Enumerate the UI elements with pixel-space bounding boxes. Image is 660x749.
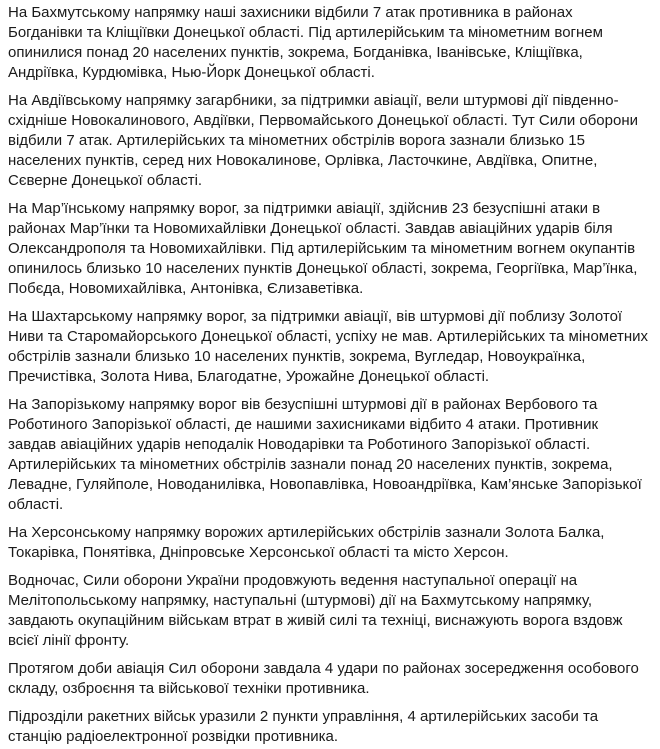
paragraph-kherson-direction: На Херсонському напрямку ворожих артилерійських обстрілів зазнали Золота Балка, Токарівка, Понятівка, Дніпровське Херсонської області та місто Херсон.: [8, 524, 605, 561]
paragraph-marinka-direction: На Мар’їнському напрямку ворог, за підтримки авіації, здійснив 23 безуспішні атаки в районах Мар’їнки та Новомихайлівки Донецької області. Завдав авіаційних ударів біля Олександрополя та Новомихайлівки. Під артилерійським та мінометним вогнем окупантів опинилось близько 10 населених пунктів Донецької області, зокрема, Георгіївка, Мар’їнка, Побєда, Новомихайлівка, Антонівка, Єлизаветівка.: [8, 200, 638, 297]
paragraph-avdiivka-direction: На Авдіївському напрямку загарбники, за підтримки авіації, вели штурмові дії південно-східніше Новокалинового, Авдіївки, Первомайського Донецької області. Тут Сили оборони відбили 7 атак. Артилерійських та мінометних обстрілів ворога зазнали близько 15 населених пунктів, серед них Новокалинове, Орлівка, Ласточкине, Авдіївка, Опитне, Сєверне Донецької області.: [8, 92, 638, 189]
paragraph-offensive-operations: Водночас, Сили оборони України продовжують ведення наступальної операції на Мелітопольському напрямку, наступальні (штурмові) дії на Бахмутському напрямку, завдають окупаційним військам втрат в живій силі та техніці, виснажують ворога вздовж всієї лінії фронту.: [8, 572, 623, 649]
paragraph-shakhtarske-direction: На Шахтарському напрямку ворог, за підтримки авіації, вів штурмові дії поблизу Золотої Ниви та Старомайорського Донецької області, успіху не мав. Артилерійських та мінометних обстрілів зазнали близько 10 населених пунктів, зокрема, Вугледар, Новоукраїнка, Пречистівка, Золота Нива, Благодатне, Урожайне Донецької області.: [8, 308, 648, 385]
paragraph-zaporizhzhia-direction: На Запорізькому напрямку ворог вів безуспішні штурмові дії в районах Вербового та Роботиного Запорізької області, де нашими захисниками відбито 4 атаки. Противник завдав авіаційних ударів неподалік Новодарівки та Роботиного Запорізької області. Артилерійських та мінометних обстрілів зазнали понад 20 населених пунктів, зокрема, Левадне, Гуляйполе, Новоданилівка, Новопавлівка, Новоандріївка, Кам’янське Запорізької області.: [8, 396, 642, 513]
paragraph-aviation-strikes: Протягом доби авіація Сил оборони завдала 4 удари по районах зосередження особового складу, озброєння та військової техніки противника.: [8, 660, 639, 697]
paragraph-missile-forces-strikes: Підрозділи ракетних військ уразили 2 пункти управління, 4 артилерійських засоби та станцію радіоелектронної розвідки противника.: [8, 708, 599, 745]
paragraph-bakhmut-direction: На Бахмутському напрямку наші захисники відбили 7 атак противника в районах Богданівки та Кліщіївки Донецької області. Під артилерійським та мінометним вогнем опинилися понад 20 населених пунктів, зокрема, Богданівка, Іванівське, Кліщіївка, Андріївка, Курдюмівка, Нью-Йорк Донецької області.: [8, 4, 603, 81]
